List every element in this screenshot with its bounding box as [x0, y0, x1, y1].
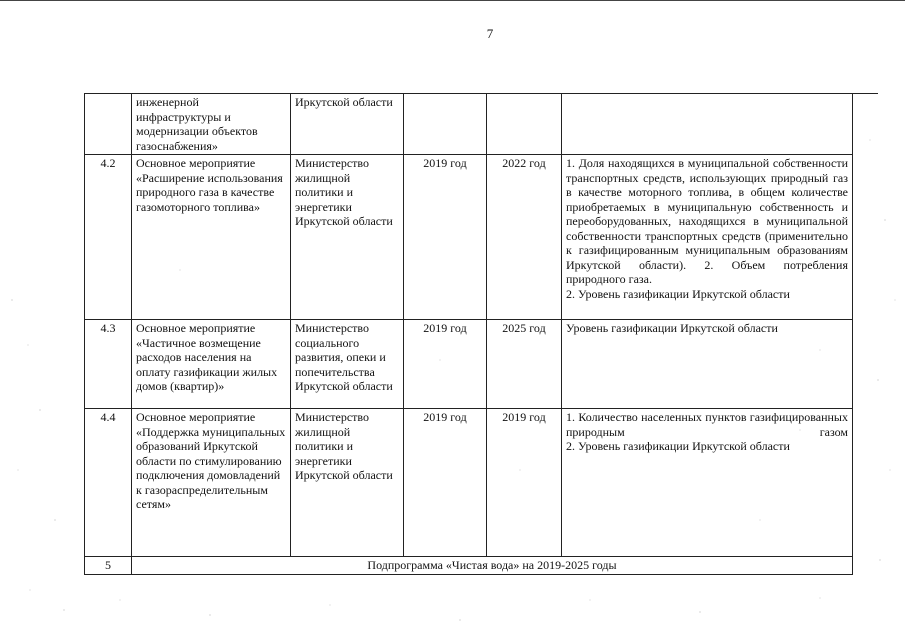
indicator-text: 1. Доля находящихся в муниципальной собственности транспортных средств, использующих природный газ в качестве моторного топлива, в общем количестве приобретаемых в муниципальную собственность и переоборудованных, находящихся в муниципальной собственности транспортных средств (применительно к газифицированным муниципальным образованиям Иркутской области). 2. Объем потребления природного газа. — [566, 156, 848, 286]
empty-edge-cell — [853, 155, 878, 320]
activity-name-cell: инженерной инфраструктуры и модернизации объектов газоснабжения» — [132, 94, 291, 155]
empty-edge-cell — [853, 557, 878, 575]
indicators-cell: Уровень газификации Иркутской области — [562, 320, 853, 409]
row-number-cell: 5 — [85, 557, 132, 575]
start-year-cell: 2019 год — [404, 409, 487, 557]
executor-cell: Министерство жилищной политики и энергетики Иркутской области — [291, 155, 404, 320]
activity-name-cell: Основное мероприятие «Расширение использования природного газа в качестве газомоторного топлива» — [132, 155, 291, 320]
indicator-text: 1. Количество населенных пунктов газифицированных природным газом — [566, 410, 848, 439]
indicator-text: 2. Уровень газификации Иркутской области — [566, 439, 790, 453]
table-row — [85, 94, 878, 155]
table-row — [85, 409, 878, 557]
end-year-cell: 2019 год — [487, 409, 562, 557]
indicators-cell — [562, 155, 853, 320]
end-year-cell — [487, 94, 562, 155]
indicators-cell — [562, 94, 853, 155]
start-year-cell — [404, 94, 487, 155]
activity-name-cell: Основное мероприятие «Частичное возмещение расходов населения на оплату газификации жилых домов (квартир)» — [132, 320, 291, 409]
page-number: 7 — [486, 26, 494, 41]
executor-cell: Министерство социального развития, опеки и попечительства Иркутской области — [291, 320, 404, 409]
indicator-text: 2. Уровень газификации Иркутской области — [566, 286, 790, 301]
start-year-cell: 2019 год — [404, 155, 487, 320]
end-year-cell: 2022 год — [487, 155, 562, 320]
page-top-border — [0, 0, 905, 1]
activity-name-cell: Основное мероприятие «Поддержка муниципальных образований Иркутской области по стимулированию подключения домовладений к газораспределительным сетям» — [132, 409, 291, 557]
empty-edge-cell — [853, 94, 878, 155]
subprogram-row — [85, 557, 878, 575]
table-row — [85, 320, 878, 409]
executor-cell: Иркутской области — [291, 94, 404, 155]
row-number-cell — [85, 94, 132, 155]
program-activities-table — [84, 93, 878, 575]
start-year-cell: 2019 год — [404, 320, 487, 409]
row-number-cell: 4.3 — [85, 320, 132, 409]
empty-edge-cell — [853, 409, 878, 557]
row-number-cell: 4.4 — [85, 409, 132, 557]
subprogram-title-cell: Подпрограмма «Чистая вода» на 2019-2025 годы — [132, 557, 853, 575]
indicators-cell — [562, 409, 853, 557]
end-year-cell: 2025 год — [487, 320, 562, 409]
table-row — [85, 155, 878, 320]
empty-edge-cell — [853, 320, 878, 409]
executor-cell: Министерство жилищной политики и энергетики Иркутской области — [291, 409, 404, 557]
row-number-cell: 4.2 — [85, 155, 132, 320]
